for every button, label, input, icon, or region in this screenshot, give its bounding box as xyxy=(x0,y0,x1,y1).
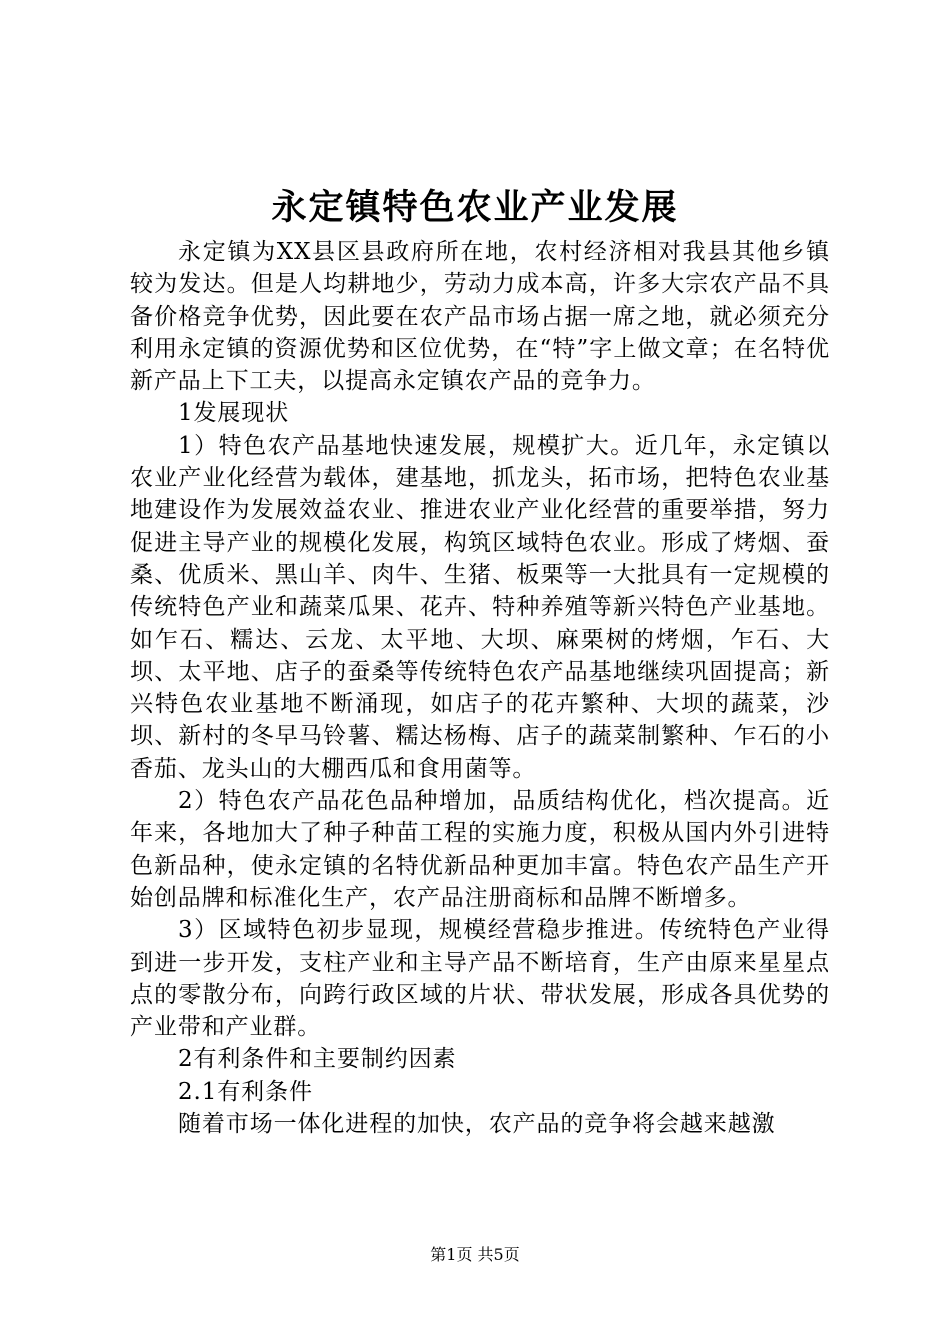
paragraph-status-2: 2）特色农产品花色品种增加，品质结构优化，档次提高。近年来，各地加大了种子种苗工程的实施力度，积极从国内外引进特色新品种，使永定镇的名特优新品种更加丰富。特色农产品生产开始创品牌和标准化生产，农产品注册商标和品牌不断增多。 xyxy=(130,788,830,911)
paragraph-conditions: 随着市场一体化进程的加快，农产品的竞争将会越来越激 xyxy=(178,1111,776,1138)
paragraph-intro: 永定镇为XX县区县政府所在地，农村经济相对我县其他乡镇较为发达。但是人均耕地少，劳动力成本高，许多大宗农产品不具备价格竞争优势，因此要在农产品市场占据一席之地，就必须充分利用永定镇的资源优势和区位优势，在“特”字上做文章；在名特优新产品上下工夫，以提高永定镇农产品的竞争力。 xyxy=(130,239,830,395)
paragraph-status-3: 3）区域特色初步显现，规模经营稳步推进。传统特色产业得到进一步开发，支柱产业和主导产品不断培育，生产由原来星星点点的零散分布，向跨行政区域的片状、带状发展，形成各具优势的产业带和产业群。 xyxy=(130,917,830,1041)
section-heading-2: 2有利条件和主要制约因素 xyxy=(178,1046,457,1073)
subsection-heading-2-1: 2.1有利条件 xyxy=(178,1078,313,1105)
document-title: 永定镇特色农业产业发展 xyxy=(271,188,679,228)
document-body xyxy=(130,236,830,1140)
section-heading-1: 1发展现状 xyxy=(178,400,290,427)
page-footer: 第1页 共5页 xyxy=(430,1245,520,1264)
paragraph-status-1: 1）特色农产品基地快速发展，规模扩大。近几年，永定镇以农业产业化经营为载体，建基地，抓龙头，拓市场，把特色农业基地建设作为发展效益农业、推进农业产业化经营的重要举措，努力促进主导产业的规模化发展，构筑区域特色农业。形成了烤烟、蚕桑、优质米、黑山羊、肉牛、生猪、板栗等一大批具有一定规模的传统特色产业和蔬菜瓜果、花卉、特种养殖等新兴特色产业基地。如乍石、糯达、云龙、太平地、大坝、麻栗树的烤烟，乍石、大坝、太平地、店子的蚕桑等传统特色农产品基地继续巩固提高；新兴特色农业基地不断涌现，如店子的花卉繁种、大坝的蔬菜，沙坝、新村的冬早马铃薯、糯达杨梅、店子的蔬菜制繁种、乍石的小香茄、龙头山的大棚西瓜和食用菌等。 xyxy=(130,432,830,782)
